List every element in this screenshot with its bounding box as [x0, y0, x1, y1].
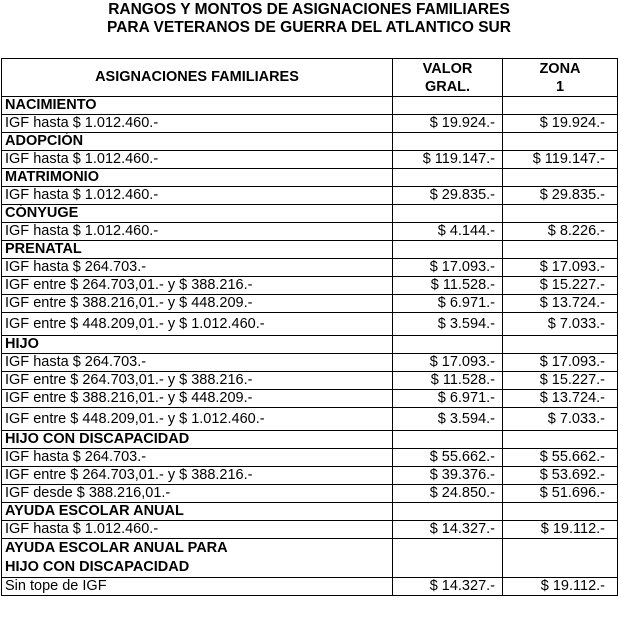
table-row	[2, 390, 618, 408]
valor-gral-cell: $ 11.528.-	[393, 277, 503, 295]
income-range-cell: IGF hasta $ 264.703.-	[2, 354, 393, 372]
income-range-cell: IGF entre $ 264.703,01.- y $ 388.216.-	[2, 467, 393, 485]
zona-1-cell: $ 51.696.-	[503, 485, 618, 503]
header-valor-gral	[393, 59, 503, 97]
valor-gral-cell: $ 17.093.-	[393, 354, 503, 372]
valor-gral-cell: $ 55.662.-	[393, 449, 503, 467]
table-row	[2, 372, 618, 390]
zona-1-cell: $ 7.033.-	[503, 313, 618, 336]
section-label-line2: HIJO CON DISCAPACIDAD	[5, 559, 190, 575]
empty-cell	[393, 205, 503, 223]
empty-cell	[503, 133, 618, 151]
valor-gral-cell: $ 19.924.-	[393, 115, 503, 133]
valor-gral-cell: $ 6.971.-	[393, 295, 503, 313]
section-label: HIJO CON DISCAPACIDAD	[2, 431, 393, 449]
empty-cell	[393, 169, 503, 187]
table-row	[2, 223, 618, 241]
valor-gral-cell: $ 11.528.-	[393, 372, 503, 390]
valor-gral-cell: $ 14.327.-	[393, 578, 503, 596]
section-row	[2, 205, 618, 223]
allowances-table	[1, 58, 618, 596]
zona-1-cell: $ 13.724.-	[503, 390, 618, 408]
income-range-cell: IGF hasta $ 1.012.460.-	[2, 521, 393, 539]
section-row	[2, 97, 618, 115]
section-row	[2, 133, 618, 151]
table-row	[2, 151, 618, 169]
zona-1-cell: $ 19.112.-	[503, 521, 618, 539]
section-row	[2, 539, 618, 578]
valor-gral-cell: $ 17.093.-	[393, 259, 503, 277]
empty-cell	[393, 97, 503, 115]
section-label: NACIMIENTO	[2, 97, 393, 115]
zona-1-cell: $ 119.147.-	[503, 151, 618, 169]
empty-cell	[503, 97, 618, 115]
empty-cell	[503, 205, 618, 223]
income-range-cell: IGF hasta $ 264.703.-	[2, 449, 393, 467]
table-row	[2, 449, 618, 467]
table-row	[2, 259, 618, 277]
zona-1-cell: $ 17.093.-	[503, 354, 618, 372]
section-row	[2, 241, 618, 259]
valor-gral-cell: $ 29.835.-	[393, 187, 503, 205]
empty-cell	[393, 336, 503, 354]
valor-gral-cell: $ 119.147.-	[393, 151, 503, 169]
section-label: PRENATAL	[2, 241, 393, 259]
empty-cell	[503, 431, 618, 449]
table-row	[2, 467, 618, 485]
table-row	[2, 408, 618, 431]
section-row	[2, 503, 618, 521]
header-zona-1-line1: ZONA	[539, 60, 581, 77]
income-range-cell: IGF entre $ 264.703,01.- y $ 388.216.-	[2, 372, 393, 390]
income-range-cell: IGF entre $ 448.209,01.- y $ 1.012.460.-	[2, 313, 393, 336]
header-zona-1-line2: 1	[555, 78, 565, 95]
table-row	[2, 277, 618, 295]
empty-cell	[503, 336, 618, 354]
table-row	[2, 521, 618, 539]
header-zona-1	[503, 59, 618, 97]
valor-gral-cell: $ 6.971.-	[393, 390, 503, 408]
section-row	[2, 431, 618, 449]
zona-1-cell: $ 55.662.-	[503, 449, 618, 467]
income-range-cell: IGF desde $ 388.216,01.-	[2, 485, 393, 503]
valor-gral-cell: $ 3.594.-	[393, 313, 503, 336]
zona-1-cell: $ 15.227.-	[503, 277, 618, 295]
section-label-line1: AYUDA ESCOLAR ANUAL PARA	[5, 540, 228, 556]
empty-cell	[503, 241, 618, 259]
section-label	[2, 539, 393, 578]
document-title-line-1: RANGOS Y MONTOS DE ASIGNACIONES FAMILIARES	[108, 1, 510, 18]
table-row	[2, 485, 618, 503]
valor-gral-cell: $ 24.850.-	[393, 485, 503, 503]
header-valor-gral-line1: VALOR	[422, 60, 473, 77]
empty-cell	[393, 503, 503, 521]
section-row	[2, 336, 618, 354]
empty-cell	[393, 431, 503, 449]
zona-1-cell: $ 17.093.-	[503, 259, 618, 277]
section-label: MATRIMONIO	[2, 169, 393, 187]
valor-gral-cell: $ 3.594.-	[393, 408, 503, 431]
income-range-cell: Sin tope de IGF	[2, 578, 393, 596]
table-header-row	[2, 59, 618, 97]
income-range-cell: IGF hasta $ 1.012.460.-	[2, 187, 393, 205]
section-label: ADOPCIÓN	[2, 133, 393, 151]
empty-cell	[503, 503, 618, 521]
valor-gral-cell: $ 4.144.-	[393, 223, 503, 241]
section-row	[2, 169, 618, 187]
zona-1-cell: $ 15.227.-	[503, 372, 618, 390]
table-row	[2, 313, 618, 336]
valor-gral-cell: $ 14.327.-	[393, 521, 503, 539]
income-range-cell: IGF hasta $ 1.012.460.-	[2, 151, 393, 169]
income-range-cell: IGF entre $ 388.216,01.- y $ 448.209.-	[2, 390, 393, 408]
section-label: HIJO	[2, 336, 393, 354]
zona-1-cell: $ 19.924.-	[503, 115, 618, 133]
income-range-cell: IGF hasta $ 1.012.460.-	[2, 223, 393, 241]
table-row	[2, 295, 618, 313]
table-row	[2, 354, 618, 372]
zona-1-cell: $ 8.226.-	[503, 223, 618, 241]
table-row	[2, 115, 618, 133]
valor-gral-cell: $ 39.376.-	[393, 467, 503, 485]
empty-cell	[503, 169, 618, 187]
empty-cell	[503, 539, 618, 578]
income-range-cell: IGF entre $ 264.703,01.- y $ 388.216.-	[2, 277, 393, 295]
empty-cell	[393, 539, 503, 578]
income-range-cell: IGF entre $ 448.209,01.- y $ 1.012.460.-	[2, 408, 393, 431]
income-range-cell: IGF entre $ 388.216,01.- y $ 448.209.-	[2, 295, 393, 313]
table-row	[2, 187, 618, 205]
zona-1-cell: $ 19.112.-	[503, 578, 618, 596]
table-body	[2, 97, 618, 596]
income-range-cell: IGF hasta $ 1.012.460.-	[2, 115, 393, 133]
document-title-line-2: PARA VETERANOS DE GUERRA DEL ATLANTICO SUR	[107, 19, 511, 36]
header-valor-gral-line2: GRAL.	[424, 78, 471, 95]
zona-1-cell: $ 29.835.-	[503, 187, 618, 205]
section-label: AYUDA ESCOLAR ANUAL	[2, 503, 393, 521]
zona-1-cell: $ 53.692.-	[503, 467, 618, 485]
table-row	[2, 578, 618, 596]
header-asignaciones: ASIGNACIONES FAMILIARES	[2, 59, 393, 97]
zona-1-cell: $ 7.033.-	[503, 408, 618, 431]
income-range-cell: IGF hasta $ 264.703.-	[2, 259, 393, 277]
zona-1-cell: $ 13.724.-	[503, 295, 618, 313]
empty-cell	[393, 241, 503, 259]
empty-cell	[393, 133, 503, 151]
section-label: CÓNYUGE	[2, 205, 393, 223]
